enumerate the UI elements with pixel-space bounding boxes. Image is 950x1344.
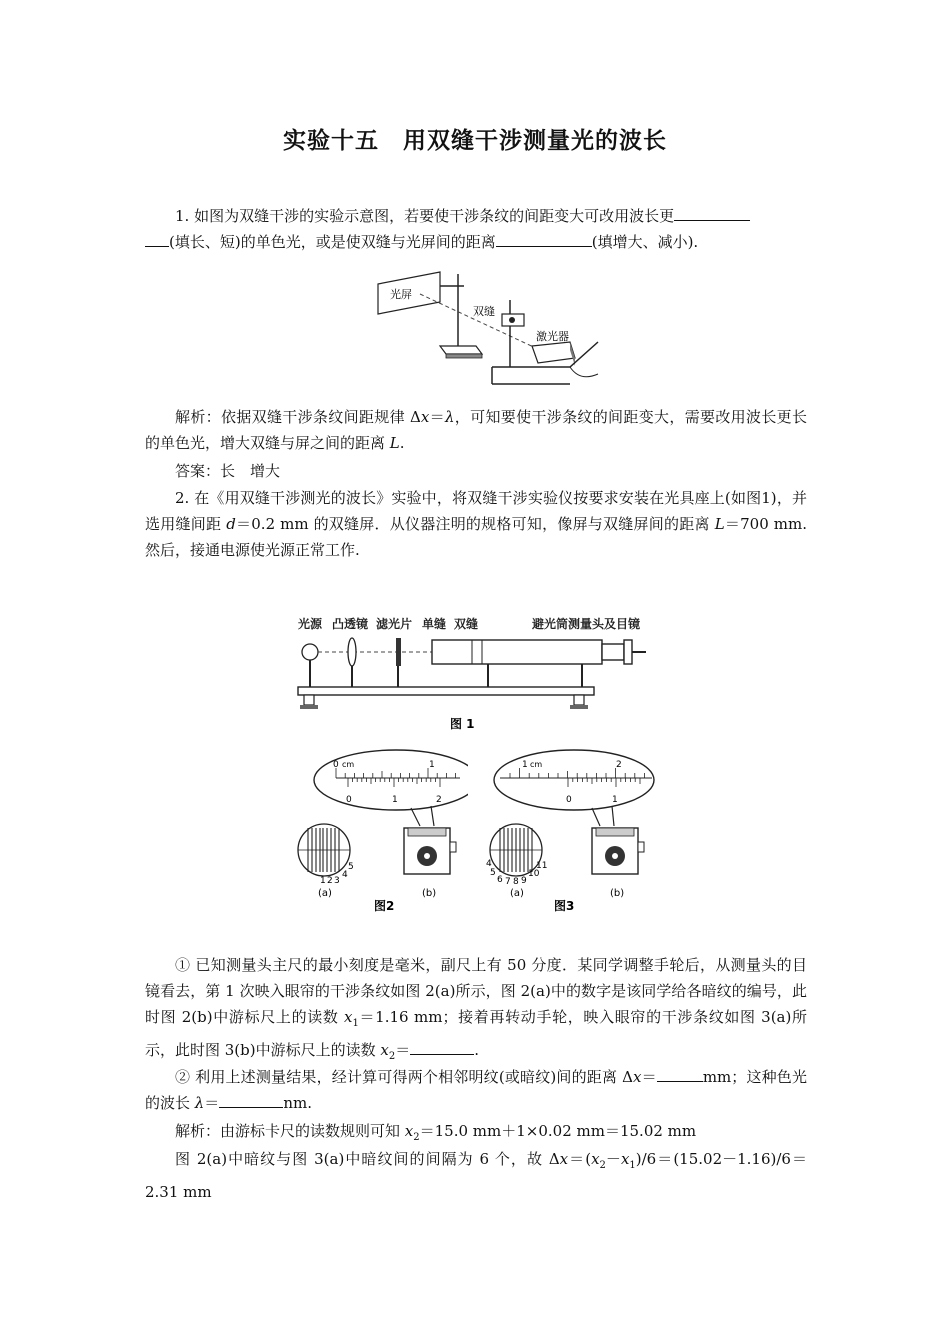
q2-var-L: L: [714, 515, 725, 533]
fig3-num-6: 6: [497, 875, 503, 885]
a1-text-a: 解析：依据双缝干涉条纹间距规律 Δ: [175, 408, 421, 426]
fig3-main-1: 1: [522, 760, 528, 770]
fig2-vernier-2: 2: [436, 795, 442, 805]
a2l1-text-a: 解析：由游标卡尺的读数规则可知: [175, 1122, 405, 1140]
fig3-num-11: 11: [536, 861, 548, 871]
fig2-num-3: 3: [334, 876, 340, 886]
fig1-label-measuring-head: 测量头及目镜: [568, 617, 641, 631]
a1-var-x: x: [420, 408, 430, 426]
q2-text-c: ＝700 mm.然后，接通电源使光源正常工作.: [145, 515, 807, 559]
q1-text-b: (填长、短)的单色光，或是使双缝与光屏间的距离: [169, 233, 496, 251]
question-1: [145, 203, 807, 255]
q2s2-text-e: nm.: [283, 1094, 312, 1112]
fig2-main-1: 1: [429, 760, 435, 770]
screen-label: 光屏: [390, 288, 412, 301]
figure-3-readings: [486, 748, 658, 914]
fig2-sub-a: (a): [318, 888, 332, 899]
q1-text-c: (填增大、减小).: [591, 233, 699, 251]
fig2-sub-b: (b): [422, 888, 437, 899]
fig3-num-8: 8: [513, 877, 519, 887]
q2s2-text-c: mm；这种色光的波长: [145, 1068, 807, 1112]
fig1-label-single-slit: 单缝: [422, 617, 447, 631]
q2s1-sub-1: 1: [352, 1018, 359, 1029]
q2s2-text-d: ＝: [204, 1094, 220, 1112]
fig1-label-double-slit: 双缝: [454, 617, 479, 631]
answer-1-analysis: [145, 404, 807, 456]
fig2-main-0: 0: [333, 760, 339, 770]
q2s2-var-x: x: [632, 1068, 642, 1086]
answer-2-line-2: [145, 1146, 807, 1205]
question-2-part-1: [145, 952, 807, 1070]
question-2: [145, 485, 807, 563]
a2l2-text-b: ＝(: [568, 1150, 592, 1168]
fig2-vernier-0: 0: [346, 795, 352, 805]
q2s1-var-x1: x: [344, 1008, 353, 1026]
fig3-main-2: 2: [616, 760, 622, 770]
page-title: 实验十五 用双缝干涉测量光的波长: [283, 128, 667, 154]
fig2-main-cm: cm: [342, 760, 355, 769]
fig3-vernier-1: 1: [612, 795, 618, 805]
q2-text-b: ＝0.2 mm 的双缝屏．从仪器注明的规格可知，像屏与双缝屏间的距离: [235, 515, 715, 533]
q2-var-d: d: [226, 515, 236, 533]
q2s1-text-c: ＝: [395, 1041, 411, 1059]
laser-label: 激光器: [536, 330, 569, 343]
fig2-num-2: 2: [327, 876, 333, 886]
answer-1: 答案：长 增大: [175, 462, 281, 480]
fig2-num-5: 5: [348, 862, 354, 872]
fig1-label-convex-lens: 凸透镜: [332, 617, 369, 631]
a1-var-lambda: λ: [444, 408, 455, 426]
q2s2-blank-2: [219, 1090, 283, 1108]
fig3-num-9: 9: [521, 876, 527, 886]
a2l1-text-b: ＝15.0 mm＋1×0.02 mm＝15.02 mm: [419, 1122, 697, 1140]
fig3-vernier-0: 0: [566, 795, 572, 805]
fig3-num-4: 4: [486, 859, 492, 869]
fig1-caption: 图 1: [450, 717, 475, 731]
a2l1-var-x: x: [404, 1122, 414, 1140]
fig2-zoom-bubble: [314, 750, 468, 810]
q2-text-a: 2. 在《用双缝干涉测光的波长》实验中，将双缝干涉实验仪按要求安装在光具座上(如图1)，并选用缝间距: [145, 489, 807, 533]
fig3-num-5: 5: [490, 868, 496, 878]
q2s1-text-a: ① 已知测量头主尺的最小刻度是毫米，副尺上有 50 分度．某同学调整手轮后，从测量头的目镜看去，第 1 次映入眼帘的干涉条纹如图 2(a)所示，图 2(a)中的数字是该同学给各暗纹的编号，此时图 2(b)中游标尺上的读数: [145, 956, 807, 1026]
a2l2-sub-2: 2: [599, 1160, 606, 1171]
a2l1-sub: 2: [413, 1132, 420, 1143]
fig2-num-4: 4: [342, 870, 348, 880]
double-slit-setup-figure: [370, 262, 600, 394]
q2s1-text-b: ＝1.16 mm；接着再转动手轮，映入眼帘的干涉条纹如图 3(a)所示，此时图 3(b)中游标尺上的读数: [145, 1008, 808, 1059]
fig1-label-tube: 避光筒: [532, 617, 569, 631]
q2s1-text-d: .: [474, 1041, 480, 1059]
fig3-num-7: 7: [505, 877, 511, 887]
figure-1-optical-bench: [292, 612, 654, 736]
a2l2-sub-1: 1: [629, 1160, 636, 1171]
q1-text-a: 1. 如图为双缝干涉的实验示意图，若要使干涉条纹的间距变大可改用波长更: [175, 207, 675, 225]
a1-text-b: ＝: [429, 408, 445, 426]
a1-var-L: L: [389, 434, 400, 452]
q2s1-blank: [410, 1037, 474, 1055]
a2l2-var-x1: x: [620, 1150, 630, 1168]
fig2-num-1: 1: [320, 876, 326, 886]
fig3-sub-a: (a): [510, 888, 524, 899]
q2s1-sub-2: 2: [388, 1051, 396, 1062]
q2s1-var-x2: x: [380, 1041, 389, 1059]
a2l2-var-x: x: [559, 1150, 569, 1168]
a2l2-text-d: )/6＝(15.02－1.16)/6＝2.31 mm: [145, 1150, 808, 1201]
fig3-sub-b: (b): [610, 888, 625, 899]
fig2-caption: 图2: [374, 899, 395, 913]
a2l2-text-a: 图 2(a)中暗纹与图 3(a)中暗纹间的间隔为 6 个，故 Δ: [175, 1150, 560, 1168]
question-2-part-2: [145, 1064, 807, 1116]
q2s2-text-b: ＝: [641, 1068, 657, 1086]
a2l2-text-c: －: [605, 1150, 621, 1168]
double-slit-label: 双缝: [473, 305, 495, 318]
a2l2-var-x2: x: [591, 1150, 600, 1168]
fig2-vernier-1: 1: [392, 795, 398, 805]
a1-text-d: .: [399, 434, 405, 452]
q1-blank-2: [496, 229, 592, 247]
q2s2-var-lambda: λ: [194, 1094, 205, 1112]
q1-blank-1a: [674, 203, 750, 221]
a1-text-c: ，可知要使干涉条纹的间距变大，需要改用波长更长的单色光，增大双缝与屏之间的距离: [145, 408, 807, 452]
q2s2-text-a: ② 利用上述测量结果，经计算可得两个相邻明纹(或暗纹)间的距离 Δ: [175, 1068, 633, 1086]
fig1-label-filter: 滤光片: [376, 617, 413, 631]
fig3-num-10: 10: [528, 869, 540, 879]
q2s2-blank-1: [657, 1064, 703, 1082]
figure-2-readings: [296, 748, 468, 914]
q1-blank-1b: [145, 229, 169, 247]
fig1-label-light-source: 光源: [298, 617, 323, 631]
fig3-main-cm: cm: [530, 760, 543, 769]
fig3-caption: 图3: [554, 899, 575, 913]
